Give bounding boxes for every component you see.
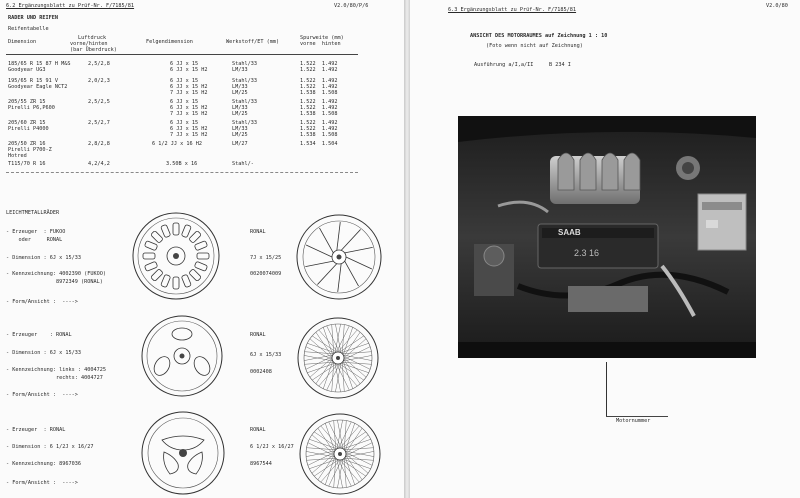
block1-right-1: RONAL — [250, 229, 266, 235]
block3-line3: - Kennzeichnung: 8967036 — [6, 461, 81, 467]
subsection-title: Reifentabelle — [8, 26, 49, 32]
wheel-ronal-16-mesh-drawing — [298, 412, 382, 496]
row4-dim2: Pirelli P4000 — [8, 126, 49, 132]
engine-bay-illustration — [458, 116, 756, 358]
row2-werk-2: LM/33 — [232, 84, 248, 90]
callout-motornummer: Motornummer — [616, 418, 651, 424]
col-werkstoff: Werkstoff/ET (mm) — [226, 39, 280, 45]
row2-druck: 2,0/2,3 — [88, 78, 110, 84]
wheel-fukoo-drawing — [130, 210, 222, 302]
wheel-ronal-mesh-drawing — [296, 316, 380, 400]
block2-line2: - Dimension : 6J x 15/33 — [6, 350, 81, 356]
row5-druck: 2,8/2,8 — [88, 141, 110, 147]
row2-werk-1: Stahl/33 — [232, 78, 257, 84]
row3-dim: 205/55 ZR 15 — [8, 99, 46, 105]
col-spurweite-sub: vorne hinten — [300, 41, 341, 47]
row2-felgen-3: 7 JJ x 15 H2 — [170, 90, 208, 96]
row5-dim: 205/50 ZR 16 — [8, 141, 46, 147]
block1-line6: - Form/Ansicht : ----> — [6, 299, 78, 305]
row2-dim2: Goodyear Eagle NCT2 — [8, 84, 68, 90]
view-caption: ANSICHT DES MOTORRAUMES auf Zeichnung 1 : 10 — [470, 33, 608, 39]
col-luftdruck-sub: vorne/hinten — [70, 41, 108, 47]
view-caption-note: (Foto wenn nicht auf Zeichnung) — [486, 43, 583, 49]
callout-leader — [606, 362, 607, 416]
row5-felgen-1: 6 1/2 JJ x 16 H2 — [152, 141, 202, 147]
row4-werk-2: LM/33 — [232, 126, 248, 132]
row1-spur-1: 1.522 1.492 — [300, 61, 338, 67]
wheel-ronal-6j-drawing — [140, 314, 224, 398]
block3-line4: - Form/Ansicht : ----> — [6, 480, 78, 486]
col-dimension: Dimension — [8, 39, 37, 45]
col-luftdruck: Luftdruck — [78, 35, 107, 41]
block2-line1: - Erzeuger : RONAL — [6, 332, 72, 338]
block1-right-2: 7J x 15/25 — [250, 255, 282, 261]
row4-spur-3: 1.538 1.508 — [300, 132, 338, 138]
block1-line5: 8972349 (RONAL) — [6, 279, 103, 285]
row5-spur-1: 1.534 1.504 — [300, 141, 338, 147]
block1-line1: - Erzeuger : FUKOO — [6, 229, 66, 235]
block2-right-3: 0002408 — [250, 369, 272, 375]
row3-dim2: Pirelli P6,P600 — [8, 105, 55, 111]
row2-werk-3: LM/25 — [232, 90, 248, 96]
row6-druck: 4,2/4,2 — [88, 161, 110, 167]
col-felgen: Felgendimension — [146, 39, 193, 45]
col-spurweite: Spurweite (mm) — [300, 35, 344, 41]
photo-brand-text: SAAB — [558, 228, 581, 237]
row1-dim: 185/65 R 15 87 H M&S — [8, 61, 71, 67]
block2-right-2: 6J x 15/33 — [250, 352, 282, 358]
right-header-code: V2.0/80 — [766, 3, 788, 9]
row2-spur-2: 1.522 1.492 — [300, 84, 338, 90]
row4-werk-1: Stahl/33 — [232, 120, 257, 126]
row2-felgen-1: 6 JJ x 15 — [170, 78, 199, 84]
row6-dim: T115/70 R 16 — [8, 161, 46, 167]
row4-dim: 205/60 ZR 15 — [8, 120, 46, 126]
row2-spur-1: 1.522 1.492 — [300, 78, 338, 84]
callout-underline — [606, 416, 668, 417]
block3-line1: - Erzeuger : RONAL — [6, 427, 66, 433]
row5-dim3: Hotred — [8, 153, 27, 159]
row1-felgen-2: 6 JJ x 15 H2 — [170, 67, 208, 73]
section-title: RADER UND REIFEN — [8, 15, 58, 21]
col-luftdruck-sub2: (bar Überdruck) — [70, 47, 117, 53]
row4-druck: 2,5/2,7 — [88, 120, 110, 126]
right-header-title: 6.3 Ergänzungsblatt zu Prüf-Nr. F/7185/81 — [448, 7, 577, 13]
table-bottom-rule — [6, 172, 358, 173]
row3-werk-1: Stahl/33 — [232, 99, 257, 105]
row3-spur-1: 1.522 1.492 — [300, 99, 338, 105]
row2-spur-3: 1.538 1.508 — [300, 90, 338, 96]
block2-right-1: RONAL — [250, 332, 266, 338]
block1-line2: oder RONAL — [6, 237, 63, 243]
row1-werk-2: LM/33 — [232, 67, 248, 73]
right-page — [410, 0, 800, 498]
photo-label-text: 2.3 16 — [574, 248, 600, 258]
row5-dim2: Pirelli P700-Z — [8, 147, 52, 153]
block1-right-3: 0020074009 — [250, 271, 282, 277]
block3-right-2: 6 1/2J x 16/27 — [250, 444, 294, 450]
execution-line: Ausführung a/I,a/II B 234 I — [474, 62, 571, 68]
row1-spur-2: 1.522 1.492 — [300, 67, 338, 73]
row3-spur-3: 1.538 1.508 — [300, 111, 338, 117]
row6-felgen-1: 3.50B x 16 — [166, 161, 198, 167]
wheel-ronal-16-drawing — [140, 410, 226, 496]
block2-line3: - Kennzeichnung: links : 4004725 — [6, 367, 106, 373]
row6-werk-1: Stahl/- — [232, 161, 254, 167]
left-header-code: V2.0/80/P/6 — [334, 3, 369, 9]
alloy-title: LEICHTMETALLRÄDER — [6, 210, 60, 216]
row3-felgen-3: 7 JJ x 15 H2 — [170, 111, 208, 117]
row3-druck: 2,5/2,5 — [88, 99, 110, 105]
block3-line2: - Dimension : 6 1/2J x 16/27 — [6, 444, 94, 450]
left-header-title: 6.2 Ergänzungsblatt zu Prüf-Nr. F/7185/81 — [6, 3, 135, 9]
table-header-rule — [6, 54, 358, 55]
block2-line5: - Form/Ansicht : ----> — [6, 392, 78, 398]
row4-spur-1: 1.522 1.492 — [300, 120, 338, 126]
block3-right-1: RONAL — [250, 427, 266, 433]
row1-druck: 2,5/2,8 — [88, 61, 110, 67]
row2-felgen-2: 6 JJ x 15 H2 — [170, 84, 208, 90]
row4-spur-2: 1.522 1.492 — [300, 126, 338, 132]
row2-dim: 195/65 R 15 91 V — [8, 78, 58, 84]
row3-spur-2: 1.522 1.492 — [300, 105, 338, 111]
row4-felgen-1: 6 JJ x 15 — [170, 120, 199, 126]
row3-werk-3: LM/25 — [232, 111, 248, 117]
row3-felgen-1: 6 JJ x 15 — [170, 99, 199, 105]
row3-werk-2: LM/33 — [232, 105, 248, 111]
row4-felgen-2: 6 JJ x 15 H2 — [170, 126, 208, 132]
row1-werk-1: Stahl/33 — [232, 61, 257, 67]
row1-dim2: Goodyear UG3 — [8, 67, 46, 73]
row5-werk-1: LM/27 — [232, 141, 248, 147]
block1-line4: - Kennzeichnung: 4002390 (FUKOO) — [6, 271, 106, 277]
engine-bay-photo — [458, 116, 756, 358]
row3-felgen-2: 6 JJ x 15 H2 — [170, 105, 208, 111]
row4-werk-3: LM/25 — [232, 132, 248, 138]
block2-line4: rechts: 4004727 — [6, 375, 103, 381]
wheel-ronal-7j-drawing — [294, 212, 384, 302]
row4-felgen-3: 7 JJ x 15 H2 — [170, 132, 208, 138]
row1-felgen-1: 6 JJ x 15 — [170, 61, 199, 67]
block1-line3: - Dimension : 6J x 15/33 — [6, 255, 81, 261]
block3-right-3: 8967544 — [250, 461, 272, 467]
